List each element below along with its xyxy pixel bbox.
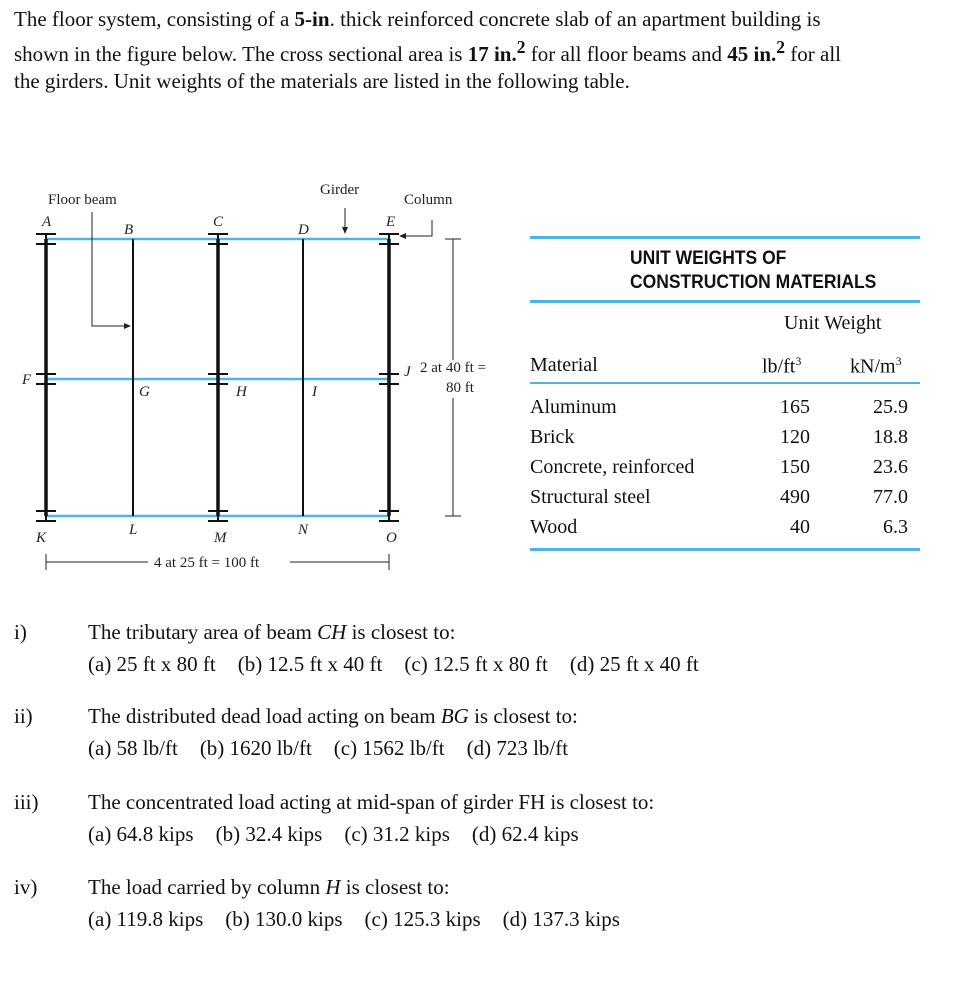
option-c: (c) 125.3 kips [364,907,481,931]
table-rule-top [530,236,920,239]
intro-text-3: for all floor beams and [525,41,728,66]
option-b: (b) 12.5 ft x 40 ft [237,652,383,676]
column-label: Column [404,192,453,208]
question-number: ii) [14,704,33,728]
option-d: (d) 25 ft x 40 ft [569,652,699,676]
option-a: (a) 119.8 kips [88,907,204,931]
row-material: Concrete, reinforced [530,456,695,478]
table-rule-bottom [530,548,920,551]
point-O: O [386,530,397,546]
point-I: I [312,384,317,400]
floor-plan-diagram [0,170,520,590]
option-c: (c) 1562 lb/ft [333,736,445,760]
table-rule-mid [530,300,920,303]
point-F: F [22,372,32,388]
row-kn: 25.9 [873,396,908,418]
row-lb: 165 [780,396,810,418]
option-d: (d) 62.4 kips [471,822,579,846]
question-stem: The load carried by column H is closest to: [88,875,450,899]
point-A: A [42,214,52,230]
option-a: (a) 58 lb/ft [88,736,178,760]
option-d: (d) 723 lb/ft [466,736,569,760]
answer-options [88,822,601,847]
intro-text-1: The floor system, consisting of a [14,7,295,31]
row-lb: 40 [790,516,810,538]
vertical-dimension-1: 2 at 40 ft = [420,360,486,376]
girder-area: 45 in. [727,41,777,66]
floor-beam-arrowhead [124,323,131,329]
row-kn: 6.3 [883,516,908,538]
intro-text-2: . thick reinforced concrete slab of an apartment building is shown in the figure below. The cross sectional area is [14,7,821,66]
option-c: (c) 31.2 kips [344,822,450,846]
row-lb: 150 [780,456,810,478]
col-lb: $lb/ft^3$ [762,354,802,378]
floor-beam-leader [92,212,128,326]
point-G: G [139,384,150,400]
row-lb: 490 [780,486,810,508]
question-number: iii) [14,790,39,814]
point-B: B [124,222,134,238]
unit-weight-header: Unit Weight [784,312,882,334]
point-C: C [213,214,224,230]
problem-statement: The floor system, consisting of a 5-in. thick reinforced concrete slab of an apartment building is shown in the figure below. The cross sectional area is 17 in.$^2$ for all floor beams and 45 in.$^2$ for all the girders. Unit weights of the materials are listed in the following table. [14,7,842,93]
question-stem: The concentrated load acting at mid-span of girder FH is closest to: [88,790,655,814]
horizontal-dimension: 4 at 25 ft = 100 ft [154,555,260,571]
row-material: Brick [530,426,575,448]
answer-options [88,907,642,932]
row-kn: 18.8 [873,426,908,448]
intro-text-4: for all the girders. Unit weights of the materials are listed in the following table. [14,41,842,93]
point-D: D [298,222,309,238]
option-b: (b) 1620 lb/ft [199,736,312,760]
option-b: (b) 130.0 kips [225,907,343,931]
table-title-1: UNIT WEIGHTS OF [630,248,787,269]
question-stem: The tributary area of beam CH is closest to: [88,620,456,644]
option-b: (b) 32.4 kips [215,822,323,846]
point-H: H [236,384,247,400]
point-K: K [36,530,47,546]
row-material: Wood [530,516,578,538]
table-title-2: CONSTRUCTION MATERIALS [630,272,877,293]
row-kn: 23.6 [873,456,908,478]
girder-arrowhead [342,227,348,234]
point-L: L [129,522,138,538]
girder-label: Girder [320,182,360,198]
point-E: E [386,214,396,230]
point-J: J [404,364,411,380]
option-a: (a) 64.8 kips [88,822,194,846]
column-arrowhead [399,233,406,239]
table-rule-header [530,382,920,384]
row-kn: 77.0 [873,486,908,508]
slab-thickness: 5-in [294,7,330,31]
row-material: Structural steel [530,486,651,508]
option-c: (c) 12.5 ft x 80 ft [404,652,548,676]
row-lb: 120 [780,426,810,448]
question-number: i) [14,620,27,644]
column-leader [402,220,432,236]
point-M: M [214,530,227,546]
point-N: N [298,522,309,538]
col-material: Material [530,354,598,376]
answer-options [88,652,721,677]
col-kn: $kN/m^3$ [850,354,902,378]
beam-area: 17 in. [467,41,517,66]
question-stem: The distributed dead load acting on beam BG is closest to: [88,704,578,728]
question-number: iv) [14,875,38,899]
option-d: (d) 137.3 kips [502,907,620,931]
row-material: Aluminum [530,396,617,418]
floor-beam-label: Floor beam [48,192,117,208]
answer-options [88,736,590,761]
option-a: (a) 25 ft x 80 ft [88,652,216,676]
vertical-dimension-2: 80 ft [446,380,474,396]
